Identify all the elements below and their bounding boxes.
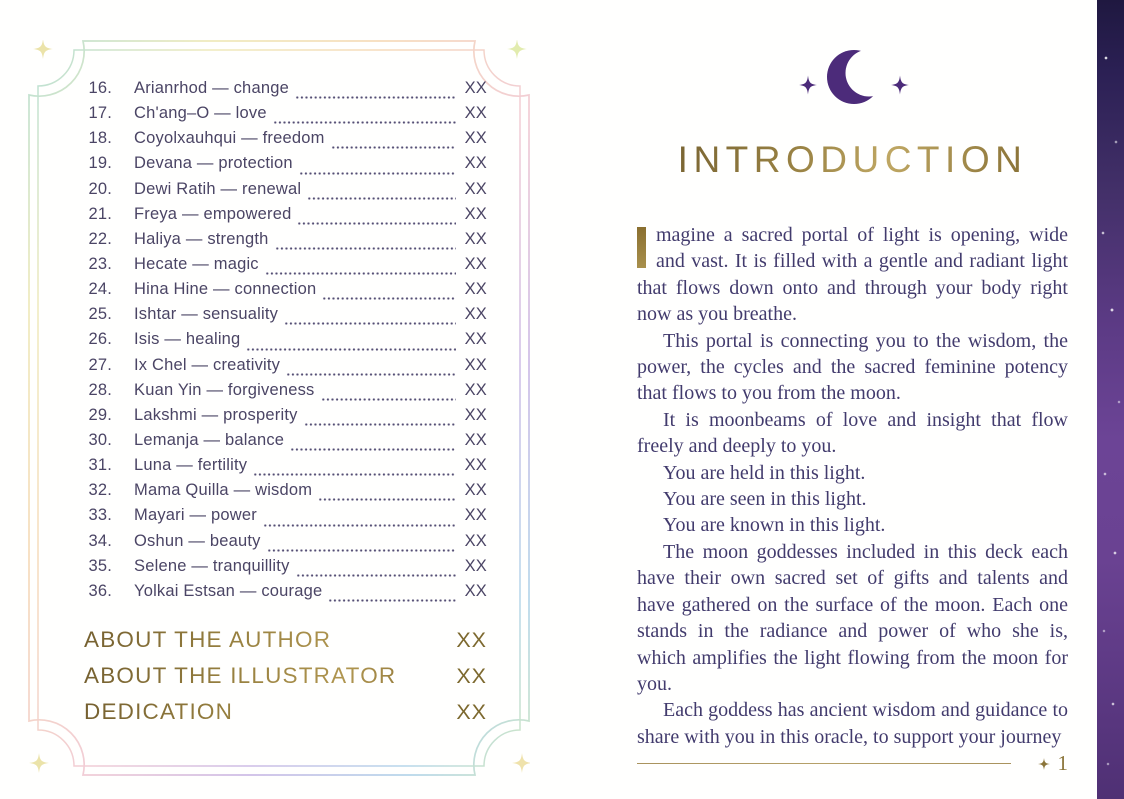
dotted-leader <box>267 545 456 552</box>
toc-entry-number: 17. <box>88 104 112 123</box>
body-text <box>637 222 1068 750</box>
toc-entry-page: XX <box>464 531 487 550</box>
back-matter-label: ABOUT THE AUTHOR <box>84 627 456 653</box>
toc-entry-page: XX <box>464 556 487 575</box>
toc-row <box>84 230 487 255</box>
toc-entry-number: 28. <box>88 380 112 399</box>
toc-row <box>84 154 487 179</box>
dotted-leader <box>322 293 456 300</box>
toc-entry-number: 23. <box>88 254 112 273</box>
moon-icon <box>793 46 913 108</box>
toc-entry-page: XX <box>464 179 487 198</box>
toc-row <box>84 582 487 607</box>
toc-entry-label: Ix Chel — creativity <box>134 355 281 374</box>
toc-entry-label: Mama Quilla — wisdom <box>134 481 313 500</box>
toc-entry-label: Yolkai Estsan — courage <box>134 581 323 600</box>
dotted-leader <box>253 469 456 476</box>
toc-entry-page: XX <box>464 305 487 324</box>
toc-entry-number: 31. <box>88 456 112 475</box>
toc-entry-page: XX <box>464 456 487 475</box>
toc-entry-number: 27. <box>88 355 112 374</box>
toc-entry-label: Luna — fertility <box>134 456 248 475</box>
toc-entry-label: Arianrhod — change <box>134 79 289 97</box>
drop-cap <box>637 227 646 268</box>
back-matter-row <box>84 627 487 663</box>
toc-row <box>84 532 487 557</box>
dotted-leader <box>304 419 456 426</box>
dotted-leader <box>246 344 456 351</box>
toc-entry-label: Lakshmi — prosperity <box>134 405 298 424</box>
toc-row <box>84 205 487 230</box>
toc-row <box>84 557 487 582</box>
dotted-leader <box>297 218 456 225</box>
toc-row <box>84 431 487 456</box>
page-number-value: 1 <box>1057 751 1068 775</box>
toc-entry-page: XX <box>464 79 487 97</box>
back-matter-label: DEDICATION <box>84 699 456 725</box>
toc-entry-number: 29. <box>88 405 112 424</box>
toc-entry-page: XX <box>464 430 487 449</box>
footer-rule <box>637 763 1011 765</box>
paragraph: The moon goddesses included in this deck each have their own sacred set of gifts and talents and have gathered on the surface of the moon. Each one stands in the radiance and power of who she is, which amplifies the light flowing from the moon for you. <box>637 540 1068 695</box>
toc-entry-page: XX <box>464 581 487 600</box>
toc-entry-page: XX <box>464 330 487 349</box>
paragraph: magine a sacred portal of light is opening, wide and vast. It is filled with a gentle and radiant light that flows down onto and through your body right now as you breathe. <box>637 224 1068 326</box>
toc-entry-page: XX <box>464 481 487 500</box>
dotted-leader <box>318 494 456 501</box>
toc-row <box>84 180 487 205</box>
toc-entry-page: XX <box>464 380 487 399</box>
dotted-leader <box>275 243 456 250</box>
sparkle-icon <box>1038 758 1050 770</box>
paragraph: It is moonbeams of love and insight that flow freely and deeply to you. <box>637 408 1068 458</box>
toc-entry-label: Ishtar — sensuality <box>134 305 279 324</box>
toc-entry-number: 30. <box>88 430 112 449</box>
back-matter-page: XX <box>456 700 487 724</box>
toc-entry-number: 18. <box>88 129 112 148</box>
dotted-leader <box>321 394 456 401</box>
toc-row <box>84 79 487 104</box>
toc-entry-label: Selene — tranquillity <box>134 556 290 575</box>
toc-entry-number: 36. <box>88 581 112 600</box>
toc-entry-number: 19. <box>88 154 112 173</box>
toc-entry-label: Hecate — magic <box>134 254 259 273</box>
paragraph: This portal is connecting you to the wisdom, the power, the cycles and the sacred feminine potency that flows to you from the moon. <box>637 329 1068 405</box>
toc-entry-page: XX <box>464 229 487 248</box>
introduction-page <box>637 0 1068 799</box>
toc-row <box>84 255 487 280</box>
toc-row <box>84 356 487 381</box>
toc-row <box>84 305 487 330</box>
toc-entry-label: Oshun — beauty <box>134 531 261 550</box>
toc-row <box>84 381 487 406</box>
toc-entry-number: 32. <box>88 481 112 500</box>
toc-entry-label: Haliya — strength <box>134 229 269 248</box>
toc-entry-number: 26. <box>88 330 112 349</box>
toc-row <box>84 506 487 531</box>
toc-entry-number: 35. <box>88 556 112 575</box>
toc-entry-page: XX <box>464 355 487 374</box>
toc-entry-number: 16. <box>88 79 112 97</box>
chapter-ornament <box>637 46 1068 108</box>
paragraph: You are known in this light. <box>663 514 886 537</box>
toc-entry-number: 20. <box>88 179 112 198</box>
dotted-leader <box>307 193 456 200</box>
toc-entry-page: XX <box>464 405 487 424</box>
toc-entry-page: XX <box>464 506 487 525</box>
back-matter-page: XX <box>456 664 487 688</box>
dotted-leader <box>284 318 456 325</box>
page-title: INTRODUCTION <box>637 139 1068 181</box>
back-matter-row <box>84 663 487 699</box>
dotted-leader <box>328 595 456 602</box>
toc-entry-page: XX <box>464 129 487 148</box>
toc-entry-number: 22. <box>88 229 112 248</box>
page-footer <box>637 751 1068 776</box>
toc-row <box>84 330 487 355</box>
toc-entry-label: Devana — protection <box>134 154 293 173</box>
toc-entry-page: XX <box>464 154 487 173</box>
toc-entry-number: 25. <box>88 305 112 324</box>
dotted-leader <box>263 520 456 527</box>
dotted-leader <box>273 117 456 124</box>
back-matter-list <box>84 627 487 735</box>
toc-entry-label: Mayari — power <box>134 506 257 525</box>
toc-entry-label: Ch'ang–O — love <box>134 104 267 123</box>
toc-entry-number: 33. <box>88 506 112 525</box>
dotted-leader <box>299 168 456 175</box>
toc-row <box>84 104 487 129</box>
toc-entry-label: Isis — healing <box>134 330 241 349</box>
toc-row <box>84 129 487 154</box>
paragraph: Each goddess has ancient wisdom and guidance to share with you in this oracle, to support your journey <box>637 699 1068 748</box>
dotted-leader <box>295 92 456 99</box>
toc-entry-label: Kuan Yin — forgiveness <box>134 380 315 399</box>
dotted-leader <box>296 570 456 577</box>
toc-entry-label: Hina Hine — connection <box>134 280 317 299</box>
dotted-leader <box>331 142 456 149</box>
dotted-leader <box>286 369 456 376</box>
back-matter-label: ABOUT THE ILLUSTRATOR <box>84 663 456 689</box>
toc-entry-label: Lemanja — balance <box>134 430 285 449</box>
dotted-leader <box>290 444 456 451</box>
toc-entry-label: Coyolxauhqui — freedom <box>134 129 325 148</box>
toc-entry-label: Dewi Ratih — renewal <box>134 179 302 198</box>
back-matter-row <box>84 699 487 735</box>
dotted-leader <box>265 268 456 275</box>
back-matter-page: XX <box>456 628 487 652</box>
toc-entry-number: 34. <box>88 531 112 550</box>
toc-entry-page: XX <box>464 254 487 273</box>
toc-entry-label: Freya — empowered <box>134 204 292 223</box>
toc-list <box>84 79 487 607</box>
page-number <box>1038 751 1069 776</box>
toc-entry-page: XX <box>464 104 487 123</box>
paragraph: You are seen in this light. <box>663 488 867 511</box>
toc-entry-number: 24. <box>88 280 112 299</box>
toc-row <box>84 456 487 481</box>
toc-entry-page: XX <box>464 204 487 223</box>
toc-row <box>84 406 487 431</box>
paragraph: You are held in this light. <box>663 461 866 484</box>
toc-entry-number: 21. <box>88 204 112 223</box>
book-cover-edge <box>1097 0 1124 799</box>
toc-row <box>84 481 487 506</box>
toc-row <box>84 280 487 305</box>
toc-entry-page: XX <box>464 280 487 299</box>
